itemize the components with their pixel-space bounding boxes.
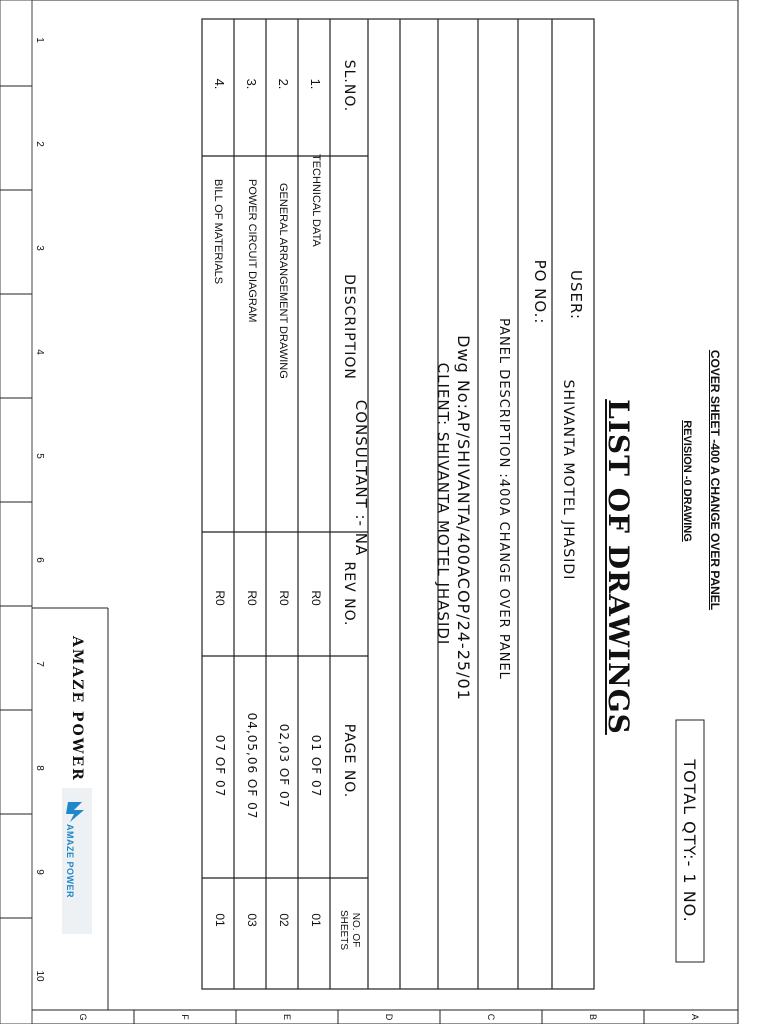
ruler-number-6: 6 [34,557,45,563]
table-row-1-rev: R0 [309,590,323,606]
total-qty: TOTAL QTY:- 1 NO. [680,759,699,923]
col-header-sl-no: SL.NO. [341,59,357,113]
table-row-3-rev: R0 [245,590,259,606]
col-header-rev-no: REV NO. [341,561,357,627]
table-row-4-sl-no: 4. [212,78,227,90]
table-row-3-page: 04,05,06 OF 07 [245,712,259,820]
table-row-2-description: GENERAL ARRANGEMENT DRAWING [277,183,289,379]
ruler-letter-g: G [78,1013,88,1021]
ruler-letter-c: C [486,1013,496,1021]
table-row-4-description: BILL OF MATERIALS [212,179,224,285]
ruler-number-4: 4 [34,349,45,355]
cover-sheet-line-2: REVISION -0 DRAWING [681,420,693,542]
table-row-4-sheets: 01 [213,913,227,927]
cover-sheet-line-1: COVER SHEET -400 A CHANGE OVER PANEL [708,349,722,611]
ruler-number-5: 5 [34,453,45,459]
table-row-2-page: 02,03 OF 07 [277,723,291,809]
ruler-number-9: 9 [34,869,45,875]
table-row-1-sl-no: 1. [308,78,323,90]
ruler-letter-f: F [180,1014,190,1020]
table-row-1-page: 01 OF 07 [309,734,323,798]
table-row-1-sheets: 01 [309,913,323,927]
table-row-2-sl-no: 2. [276,78,291,90]
po-number-label: PO NO.: [531,259,549,325]
table-row-3-description: POWER CIRCUIT DIAGRAM [246,179,258,323]
ruler-number-8: 8 [34,765,45,771]
user-value: SHIVANTA MOTEL JHASIDI [560,379,576,581]
table-row-3-sheets: 03 [245,913,259,927]
ruler-number-10: 10 [34,970,45,982]
table-row-2-sheets: 02 [277,913,291,927]
logo-text: AMAZE POWER [65,824,75,898]
table-row-2-rev: R0 [277,590,291,606]
ruler-letter-b: B [588,1013,598,1020]
ruler-number-7: 7 [34,661,45,667]
col-header-no-of-sheets: NO. OF SHEETS [338,909,361,950]
col-header-page-no: PAGE NO. [341,723,357,799]
table-grid [202,19,594,989]
company-name: AMAZE POWER [69,636,85,782]
table-row-4-rev: R0 [213,590,227,606]
table-row-1-description: TECHNICAL DATA [310,154,322,247]
ruler-letter-e: E [282,1013,292,1020]
consultant: CONSULTANT :- NA [352,399,370,557]
panel-description: PANEL DESCRIPTION :400A CHANGE OVER PANEL [496,318,511,680]
client-name: CLIENT: SHIVANTA MOTEL JHASIDI [434,362,452,646]
drawing-number: Dwg No:AP/SHIVANTA/400ACOP/24-25/01 [454,335,473,701]
ruler-letter-a: A [690,1013,700,1020]
user-label: USER: [567,270,585,320]
company-logo [62,788,92,934]
page-title: LIST OF DRAWINGS [602,399,635,735]
ruler-number-1: 1 [34,37,45,43]
ruler-letter-d: D [384,1013,394,1021]
table-row-4-page: 07 OF 07 [213,734,227,798]
ruler-number-3: 3 [34,245,45,251]
col-header-description: DESCRIPTION [341,274,357,380]
ruler-number-2: 2 [34,141,45,147]
table-row-3-sl-no: 3. [244,78,259,90]
